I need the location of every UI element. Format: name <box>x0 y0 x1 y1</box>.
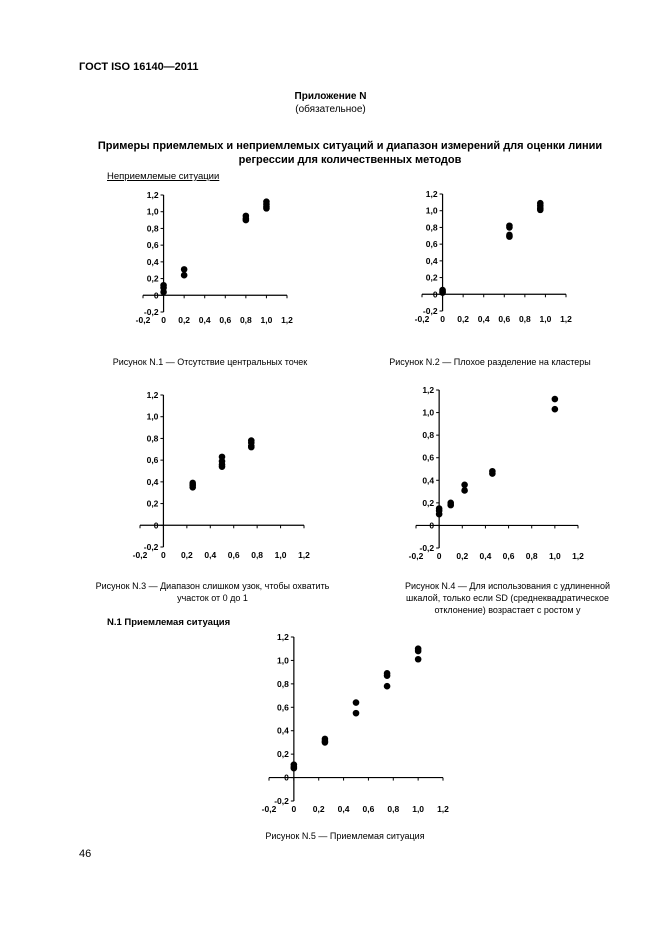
y-tick-label: -0,2 <box>422 306 438 316</box>
y-tick-label: -0,2 <box>143 307 159 317</box>
data-point <box>384 683 391 690</box>
x-tick-label: -0,2 <box>414 314 430 324</box>
data-point <box>248 444 255 451</box>
caption-n3: Рисунок N.3 — Диапазон слишком узок, чтобы охватить участок от 0 до 1 <box>95 581 330 603</box>
x-tick-label: 1,0 <box>412 804 425 814</box>
x-tick-label: -0,2 <box>261 804 277 814</box>
y-tick-label: 1,0 <box>422 407 435 418</box>
unacceptable-heading: Неприемлемые ситуации <box>107 171 220 182</box>
x-tick-label: 0,6 <box>502 551 515 561</box>
y-tick-label: 1,2 <box>422 385 435 395</box>
y-tick-label: 0,2 <box>146 498 159 509</box>
data-point <box>322 739 329 746</box>
y-tick-label: 0 <box>429 520 435 531</box>
x-tick-label: 0 <box>161 315 166 325</box>
y-tick-label: 0,8 <box>146 223 159 234</box>
x-tick-label: 0,4 <box>204 550 217 560</box>
x-tick-label: 1,2 <box>437 804 449 814</box>
x-tick-label: 0,8 <box>239 315 252 325</box>
data-point <box>489 470 496 477</box>
x-tick-label: 0,4 <box>477 314 490 324</box>
x-tick-label: 0,2 <box>456 551 469 561</box>
y-tick-label: 0,4 <box>277 725 289 736</box>
data-point <box>439 289 446 296</box>
chart-n1 <box>105 185 305 345</box>
x-tick-label: 0,2 <box>312 804 325 814</box>
chart-n4 <box>380 385 595 565</box>
x-tick-label: 0,4 <box>479 551 492 561</box>
data-point <box>506 224 513 231</box>
y-tick-label: -0,2 <box>274 796 289 806</box>
data-point <box>160 289 167 296</box>
data-point <box>415 648 422 655</box>
x-tick-label: 1,0 <box>260 315 273 325</box>
caption-n2: Рисунок N.2 — Плохое разделение на кластеры <box>389 357 591 367</box>
data-point <box>181 272 188 279</box>
x-tick-label: 0,2 <box>457 314 470 324</box>
data-point <box>461 482 468 489</box>
y-tick-label: -0,2 <box>419 543 435 553</box>
x-tick-label: 0,4 <box>337 804 350 814</box>
x-tick-label: 0,6 <box>498 314 511 324</box>
y-tick-label: 0,4 <box>425 255 438 266</box>
y-tick-label: 0,8 <box>146 433 159 444</box>
y-tick-label: 1,2 <box>425 189 438 199</box>
y-tick-label: 1,0 <box>146 411 159 422</box>
x-tick-label: 0,6 <box>227 550 240 560</box>
data-point <box>384 672 391 679</box>
data-point <box>243 217 250 224</box>
caption-n4-text: Рисунок N.4 — Для использования с удлиненной шкалой, только если SD (среднеквадратическое отклонение) возрастает с ростом y <box>404 581 611 615</box>
x-tick-label: 1,0 <box>548 551 561 561</box>
x-tick-label: -0,2 <box>408 551 424 561</box>
data-point <box>552 406 559 413</box>
caption-n5: Рисунок N.5 — Приемлемая ситуация <box>265 831 425 841</box>
y-tick-label: 0,4 <box>422 475 435 486</box>
x-tick-label: 0,2 <box>178 315 191 325</box>
y-tick-label: 0,4 <box>146 256 159 267</box>
x-tick-label: -0,2 <box>132 550 148 560</box>
y-tick-label: 1,0 <box>425 205 438 216</box>
data-point <box>189 484 196 491</box>
caption-n4 <box>395 580 620 616</box>
y-tick-label: 1,0 <box>277 655 289 666</box>
y-tick-label: 0,6 <box>422 452 435 463</box>
x-tick-label: 0,6 <box>362 804 375 814</box>
x-tick-label: -0,2 <box>135 315 151 325</box>
y-tick-label: 0 <box>153 290 159 301</box>
y-tick-label: 0,2 <box>425 272 438 283</box>
section-n1-heading: N.1 Приемлемая ситуация <box>107 617 231 628</box>
chart-n2 <box>380 185 580 345</box>
x-tick-label: 0 <box>436 551 442 561</box>
annex-title: Приложение N <box>294 91 367 102</box>
x-tick-label: 0,8 <box>251 550 264 560</box>
page-number: 46 <box>79 848 92 860</box>
x-tick-label: 1,2 <box>560 314 572 324</box>
data-point <box>353 699 360 706</box>
x-tick-label: 0,8 <box>387 804 400 814</box>
x-tick-label: 1,0 <box>539 314 552 324</box>
y-tick-label: 0,4 <box>146 476 159 487</box>
x-tick-label: 1,2 <box>298 550 310 560</box>
y-tick-label: -0,2 <box>143 542 159 552</box>
y-tick-label: 0,6 <box>146 240 159 251</box>
data-point <box>181 266 188 273</box>
y-tick-label: 0,8 <box>425 222 438 233</box>
y-tick-label: 0,6 <box>425 239 438 250</box>
data-point <box>263 205 270 212</box>
x-tick-label: 0,2 <box>180 550 193 560</box>
data-point <box>447 502 454 509</box>
data-point <box>291 765 298 772</box>
y-tick-label: 0,2 <box>422 497 435 508</box>
caption-n1: Рисунок N.1 — Отсутствие центральных точек <box>112 357 308 367</box>
y-tick-label: 0 <box>432 289 438 300</box>
main-title: Примеры приемлемых и неприемлемых ситуаций и диапазон измерений для оценки линии регрессии для количественных методов <box>97 140 603 166</box>
x-tick-label: 0 <box>440 314 445 324</box>
chart-n5 <box>230 630 455 820</box>
x-tick-label: 0,6 <box>219 315 232 325</box>
x-tick-label: 0 <box>161 550 166 560</box>
y-tick-label: 0,6 <box>277 702 289 713</box>
y-tick-label: 1,2 <box>146 390 159 400</box>
x-tick-label: 1,0 <box>274 550 287 560</box>
y-tick-label: 1,2 <box>277 632 289 642</box>
data-point <box>219 463 226 470</box>
y-tick-label: 1,0 <box>146 206 159 217</box>
document-header: ГОСТ ISO 16140—2011 <box>79 61 199 73</box>
data-point <box>436 511 443 518</box>
data-point <box>461 487 468 494</box>
x-tick-label: 0 <box>291 804 297 814</box>
data-point <box>537 207 544 214</box>
data-point <box>353 710 360 717</box>
y-tick-label: 0 <box>153 520 159 531</box>
annex-status: (обязательное) <box>295 104 366 115</box>
y-tick-label: 0 <box>284 772 289 783</box>
y-tick-label: 0,2 <box>277 749 289 760</box>
y-tick-label: 0,2 <box>146 273 159 284</box>
x-tick-label: 1,2 <box>572 551 584 561</box>
x-tick-label: 1,2 <box>281 315 293 325</box>
y-tick-label: 1,2 <box>146 190 159 200</box>
y-tick-label: 0,6 <box>146 455 159 466</box>
y-tick-label: 0,8 <box>277 678 289 689</box>
x-tick-label: 0,8 <box>518 314 531 324</box>
data-point <box>552 396 559 403</box>
x-tick-label: 0,8 <box>525 551 538 561</box>
data-point <box>415 656 422 663</box>
chart-n3 <box>105 385 320 565</box>
x-tick-label: 0,4 <box>198 315 211 325</box>
y-tick-label: 0,8 <box>422 430 435 441</box>
data-point <box>506 233 513 240</box>
